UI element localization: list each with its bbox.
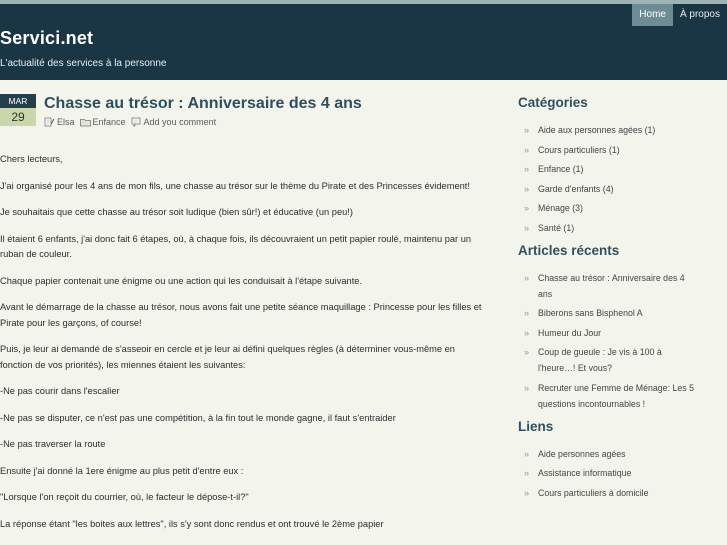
recent-post-item[interactable]	[518, 325, 718, 341]
site-description: L'actualité des services à la personne	[0, 58, 167, 69]
post-paragraph: Avant le démarrage de la chasse au trésor, nous avons fait une petite séance maquillage : Princesse pour les filles et Pirate pour les garçons, of course!	[0, 302, 482, 328]
nav-home[interactable]: Home	[632, 4, 673, 26]
post-date	[0, 94, 36, 126]
comment-icon	[131, 117, 142, 127]
recent-post-line: Coup de gueule : Je vis à 100 à	[538, 347, 662, 357]
post-title[interactable]: Chasse au trésor : Anniversaire des 4 ans	[44, 95, 362, 112]
nav-a-propos[interactable]: À propos	[679, 9, 720, 20]
category-item[interactable]: » Aide aux personnes agées (1)	[518, 122, 718, 138]
recent-post-item[interactable]	[518, 305, 718, 321]
category-link[interactable]: Enfance	[92, 117, 126, 127]
recent-post-line: ans	[538, 288, 553, 299]
links-list	[518, 446, 718, 501]
post-paragraph: J'ai organisé pour les 4 ans de mon fils, une chasse au trésor sur le thème du Pirate et des Princesses évidement!	[0, 180, 470, 191]
recent-post-line: l'heure…! Et vous?	[538, 363, 613, 373]
category-item[interactable]: » Garde d'enfants (4)	[518, 181, 718, 197]
author-name[interactable]: Elsa	[57, 117, 75, 127]
links-widget	[518, 418, 718, 501]
recent-post-item[interactable]	[518, 380, 718, 412]
category-item[interactable]: » Enfance (1)	[518, 161, 718, 177]
meta-author	[44, 117, 75, 127]
link-item[interactable]: » Aide personnes agées	[518, 446, 718, 462]
recent-post-line: Chasse au trésor : Anniversaire des 4	[538, 272, 685, 283]
recent-posts-list	[518, 270, 718, 412]
recent-post-line: Biberons sans Bisphenol A	[538, 308, 643, 318]
post-paragraph: Ensuite j'ai donné la 1ere énigme au plus petit d'entre eux :	[0, 465, 244, 476]
recent-post-item[interactable]	[518, 344, 718, 376]
meta-comments	[131, 117, 217, 127]
date-month: MAR	[0, 94, 36, 108]
folder-icon	[80, 117, 91, 127]
post-meta	[44, 117, 221, 127]
categories-widget	[518, 94, 718, 236]
post-paragraph: -Ne pas courir dans l'escalier	[0, 386, 120, 396]
recent-post-line: Recruter une Femme de Ménage: Les 5	[538, 382, 694, 393]
post-paragraph: La réponse étant "les boites aux lettres", ils s'y sont donc rendus et ont trouvé le 2ème papier	[0, 518, 384, 529]
sidebar	[518, 94, 718, 504]
categories-list	[518, 122, 718, 236]
links-title: Liens	[518, 418, 554, 434]
recent-post-line: questions incontournables !	[538, 398, 646, 409]
post-paragraph: -Ne pas traverser la route	[0, 439, 106, 449]
recent-posts-title: Articles récents	[518, 242, 620, 258]
recent-post-item[interactable]	[518, 270, 718, 302]
post-paragraph: Chers lecteurs,	[0, 154, 63, 164]
post-paragraph: Il étaient 6 enfants, j'ai donc fait 6 étapes, où, à chaque fois, ils découvraient un petit papier roulé, maintenu par un ruban de couleur.	[0, 233, 472, 259]
post-paragraph: Puis, je leur ai demandé de s'asseoir en cercle et je leur ai défini quelques règles (à déterminer vous-même en fonction de vos priorités), les miennes étaient les suivantes:	[0, 344, 455, 370]
post-paragraph: Chaque papier contenait une énigme ou une action qui les conduisait à l'étape suivante.	[0, 275, 363, 286]
post-paragraph: "Lorsque l'on reçoit du courrier, où, le facteur le dépose-t-il?"	[0, 492, 249, 502]
author-icon	[44, 117, 55, 127]
post-content	[0, 152, 490, 543]
site-title[interactable]: Servici.net	[0, 28, 94, 48]
link-item[interactable]: » Cours particuliers à domicile	[518, 485, 718, 501]
main-nav	[632, 4, 727, 26]
post-paragraph: Je souhaitais que cette chasse au trésor soit ludique (bien sûr!) et éducative (un peu!)	[0, 207, 353, 217]
category-item[interactable]: » Cours particuliers (1)	[518, 142, 718, 158]
link-item[interactable]: » Assistance informatique	[518, 465, 718, 481]
add-comment-link[interactable]: Add you comment	[143, 117, 217, 127]
category-item[interactable]: » Santé (1)	[518, 220, 718, 236]
site-header	[0, 4, 727, 80]
category-item[interactable]: » Ménage (3)	[518, 200, 718, 216]
post-paragraph: -Ne pas se disputer, ce n'est pas une compétition, à la fin tout le monde gagne, il faut s'entraider	[0, 412, 396, 423]
recent-posts-widget	[518, 242, 718, 412]
categories-title: Catégories	[518, 95, 588, 110]
recent-post-line: Humeur du Jour	[538, 327, 602, 338]
date-day: 29	[0, 108, 36, 126]
meta-category	[80, 117, 126, 127]
